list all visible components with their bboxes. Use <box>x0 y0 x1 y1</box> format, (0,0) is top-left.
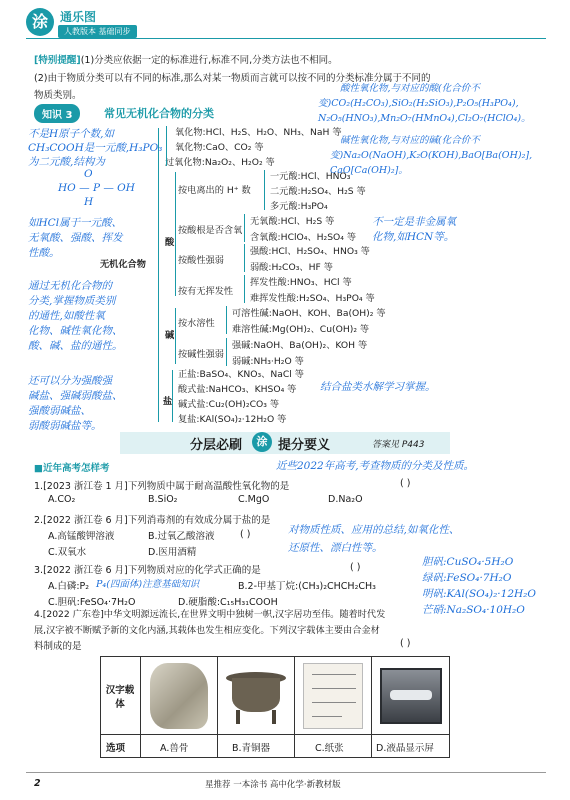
q3-note-3: 明矾:KAl(SO₄)₂·12H₂O <box>422 588 536 600</box>
tree-nonvol: 难挥发性酸:H₂SO₄、H₃PO₄ 等 <box>250 293 375 304</box>
tree-strong: 强酸:HCl、H₂SO₄、HNO₃ 等 <box>250 246 370 257</box>
note-basic-oxide-3: CaO[Ca(OH)₂]。 <box>330 165 408 176</box>
banner-answer-ref: 答案见 P443 <box>372 440 425 450</box>
q3-note-1: 胆矾:CuSO₄·5H₂O <box>422 556 514 568</box>
table-col-divider-3 <box>294 656 295 758</box>
tree-sol: 可溶性碱:NaOH、KOH、Ba(OH)₂ 等 <box>232 308 386 319</box>
header-tagline: 人教版本 基础同步 <box>58 25 137 38</box>
q4-answer-paren[interactable]: ( ) <box>400 638 411 649</box>
q3-option-a[interactable]: A.白磷:P₂ <box>48 581 90 592</box>
oxide-bracket <box>166 126 167 166</box>
tree-sb: 强碱:NaOH、Ba(OH)₂、KOH 等 <box>232 340 368 351</box>
paper-image <box>303 663 363 729</box>
note-hcl-3: 性酸。 <box>28 247 60 259</box>
tree-sol-label: 按水溶性 <box>178 318 215 329</box>
note-h-count-1: 不是H原子个数,如 <box>28 128 114 140</box>
table-option-c[interactable]: C.纸张 <box>315 743 344 754</box>
banner-logo: 涂 <box>252 432 272 452</box>
table-col-divider-4 <box>371 656 372 758</box>
salt-bracket <box>172 370 173 422</box>
banner-title-a: 分层必刷 <box>190 438 243 453</box>
section-title: 常见无机化合物的分类 <box>104 107 214 120</box>
note-tongxing-5: 酸、碱、盐的通性。 <box>28 340 123 352</box>
tree-di: 二元酸:H₂SO₄、H₂S 等 <box>270 186 366 197</box>
header-rule <box>26 38 546 39</box>
q1-option-b[interactable]: B.SiO₂ <box>148 494 178 505</box>
note-salt-3: 强酸弱碱盐、 <box>28 405 91 417</box>
q1-option-d[interactable]: D.Na₂O <box>328 494 363 505</box>
footer-rule <box>26 772 546 773</box>
q2-option-b[interactable]: B.过氧乙酸溶液 <box>148 531 215 542</box>
tree-basicsalt: 碱式盐:Cu₂(OH)₂CO₃ 等 <box>178 399 280 410</box>
tree-oxide-basic: 氧化物:CaO、CO₂ 等 <box>175 142 264 153</box>
tree-insol: 难溶性碱:Mg(OH)₂、Cu(OH)₂ 等 <box>232 324 370 335</box>
formula-top: O <box>84 168 93 180</box>
note-salt-1: 还可以分为强酸强 <box>28 375 112 387</box>
acid-bracket <box>175 172 176 296</box>
note-h-count-2: CH₃COOH是一元酸,H₃PO₃ <box>28 142 163 154</box>
page-number: 2 <box>34 778 41 789</box>
exam-label: ■近年高考怎样考 <box>34 463 110 474</box>
note-tongxing-2: 分类,掌握物质类别 <box>28 295 116 307</box>
q2-stem: 2.[2022 浙江卷 6 月]下列消毒剂的有效成分属于盐的是 <box>34 515 271 526</box>
q3-answer-paren[interactable]: ( ) <box>350 562 361 573</box>
tree-o-label: 按酸根是否含氧 <box>178 225 243 236</box>
formula-mid: HO — P — OH <box>58 182 135 194</box>
tips-line1: [特别提醒](1)分类应依据一定的标准进行,标准不同,分类方法也不相同。 <box>34 55 338 66</box>
tree-v-label: 按有无挥发性 <box>178 286 234 297</box>
q3-option-b[interactable]: B.2-甲基丁烷:(CH₃)₂CHCH₂CH₃ <box>238 581 376 592</box>
tree-s-label: 按酸性强弱 <box>178 255 224 266</box>
tree-weak: 弱酸:H₂CO₃、HF 等 <box>250 262 333 273</box>
table-row2-label: 选项 <box>106 743 126 754</box>
note-h-count-3: 为二元酸,结构为 <box>28 156 105 168</box>
q1-answer-paren[interactable]: ( ) <box>400 478 411 489</box>
tree-oxide-acidic: 氧化物:HCl、H₂S、H₂O、NH₃、NaH 等 <box>175 127 342 138</box>
s-bracket <box>244 244 245 272</box>
tree-acidsalt: 酸式盐:NaHCO₃、KHSO₄ 等 <box>178 384 297 395</box>
q4-line2: 展,汉字被不断赋予新的文化内涵,其载体也发生相应变化。下列汉字载体主要由合金材 <box>34 625 380 636</box>
q2-option-d[interactable]: D.医用酒精 <box>148 547 197 558</box>
tips-line3: 物质类别。 <box>34 90 82 101</box>
q3-stem: 3.[2022 浙江卷 6 月]下列物质对应的化学式正确的是 <box>34 565 261 576</box>
note-tongxing-1: 通过无机化合物的 <box>28 280 112 292</box>
q3-option-d[interactable]: D.硬脂酸:C₁₅H₃₁COOH <box>178 597 278 608</box>
banner-title-b: 提分要义 <box>278 438 331 453</box>
q1-option-c[interactable]: C.MgO <box>238 494 270 505</box>
q4-line3: 料制成的是 <box>34 641 82 652</box>
formula-bot: H <box>84 196 94 208</box>
q2-note-1: 对物质性质、应用的总结,如氧化性、 <box>288 524 460 536</box>
note-hcl-2: 无氧酸、强酸、挥发 <box>28 232 123 244</box>
q2-note-2: 还原性、漂白性等。 <box>288 542 383 554</box>
q2-answer-paren[interactable]: ( ) <box>240 529 251 540</box>
note-salt-2: 碱盐、强碱弱酸盐、 <box>28 390 123 402</box>
note-tongxing-4: 化物、碱性氧化物、 <box>28 325 123 337</box>
header-brand: 通乐图 <box>60 10 97 24</box>
note-hcl-1: 如HCl属于一元酸、 <box>28 217 123 229</box>
tree-wb: 弱碱:NH₃·H₂O 等 <box>232 356 304 367</box>
q1-option-a[interactable]: A.CO₂ <box>48 494 76 505</box>
table-option-d[interactable]: D.液晶显示屏 <box>376 743 434 754</box>
v-bracket <box>244 275 245 303</box>
q3-note-4: 芒硝:Na₂SO₄·10H₂O <box>422 604 525 616</box>
table-option-a[interactable]: A.兽骨 <box>160 743 189 754</box>
tips-line2: (2)由于物质分类可以有不同的标准,那么对某一物质而言就可以按不同的分类标准分属于不同的 <box>34 73 431 84</box>
h-bracket <box>264 170 265 210</box>
q3-option-c[interactable]: C.胆矾:FeSO₄·7H₂O <box>48 597 136 608</box>
table-col-divider-2 <box>217 656 218 758</box>
root-bracket <box>158 128 159 422</box>
note-tongxing-3: 的通性,如酸性氧 <box>28 310 105 322</box>
tree-salt: 盐 <box>163 396 173 407</box>
tree-has-o: 含氧酸:HClO₄、H₂SO₄ 等 <box>250 232 357 243</box>
tree-poly: 多元酸:H₃PO₄ <box>270 201 328 212</box>
note-nonoxide-1: 不一定是非金属氧 <box>372 216 456 228</box>
tree-oxide-peroxide: 过氧化物:Na₂O₂、H₂O₂ 等 <box>165 157 275 168</box>
tree-no-o: 无氧酸:HCl、H₂S 等 <box>250 216 335 227</box>
note-basic-oxide-1: 碱性氧化物,与对应的碱(化合价不 <box>340 135 480 146</box>
tree-bs-label: 按碱性强弱 <box>178 349 224 360</box>
note-acidic-oxide-2: 变)CO₂(H₂CO₃),SiO₂(H₂SiO₃),P₂O₅(H₃PO₄), <box>318 98 519 109</box>
table-col-divider-1 <box>140 656 141 758</box>
tree-mono: 一元酸:HCl、HNO₃ <box>270 171 351 182</box>
note-nonoxide-2: 化物,如HCN等。 <box>372 231 455 243</box>
q2-option-a[interactable]: A.高锰酸钾溶液 <box>48 531 115 542</box>
table-option-b[interactable]: B.青铜器 <box>232 743 271 754</box>
note-acidic-oxide-1: 酸性氧化物,与对应的酸(化合价不 <box>340 83 480 94</box>
tree-base: 碱 <box>165 330 175 341</box>
tree-h-label: 按电离出的 H⁺ 数 <box>178 185 251 196</box>
bronze-image <box>226 672 286 724</box>
q3-note-2: 绿矾:FeSO₄·7H₂O <box>422 572 512 584</box>
exam-note: 近些2022年高考,考查物质的分类及性质。 <box>276 460 475 472</box>
tree-acid: 酸 <box>165 237 175 248</box>
tree-complex: 复盐:KAl(SO₄)₂·12H₂O 等 <box>178 414 287 425</box>
base-bracket <box>175 308 176 364</box>
lcd-screen-image <box>380 668 442 724</box>
q1-stem: 1.[2023 浙江卷 1 月]下列物质中属于耐高温酸性氧化物的是 <box>34 481 290 492</box>
bs-bracket <box>226 338 227 366</box>
q3-a-note: P₄(四面体)注意基础知识 <box>96 579 200 590</box>
table-row1-label: 汉字载体 <box>105 685 135 710</box>
o-bracket <box>244 214 245 242</box>
sol-bracket <box>226 306 227 334</box>
tree-vol: 挥发性酸:HNO₃、HCl 等 <box>250 277 352 288</box>
q4-line1: 4.[2022 广东卷]中华文明源远流长,在世界文明中独树一帜,汉字居功至伟。随着时代发 <box>34 609 386 620</box>
header-logo: 涂 <box>26 8 54 36</box>
note-acidic-oxide-3: N₂O₅(HNO₃),Mn₂O₇(HMnO₄),Cl₂O₇(HClO₄)。 <box>318 113 531 124</box>
tree-normal: 正盐:BaSO₄、KNO₃、NaCl 等 <box>178 369 304 380</box>
tree-inorganic: 无机化合物 <box>100 259 146 270</box>
table-row-divider <box>100 734 450 735</box>
section-badge: 知识 3 <box>34 104 80 123</box>
bone-image <box>150 663 208 729</box>
q2-option-c[interactable]: C.双氧水 <box>48 547 87 558</box>
note-basic-oxide-2: 变)Na₂O(NaOH),K₂O(KOH),BaO[Ba(OH)₂], <box>330 150 533 161</box>
note-salt-4: 弱酸弱碱盐等。 <box>28 420 102 432</box>
footer-text: 星推荐 一本涂书 高中化学·新教材版 <box>205 780 341 790</box>
note-hydrolysis: 结合盐类水解学习掌握。 <box>320 381 436 393</box>
